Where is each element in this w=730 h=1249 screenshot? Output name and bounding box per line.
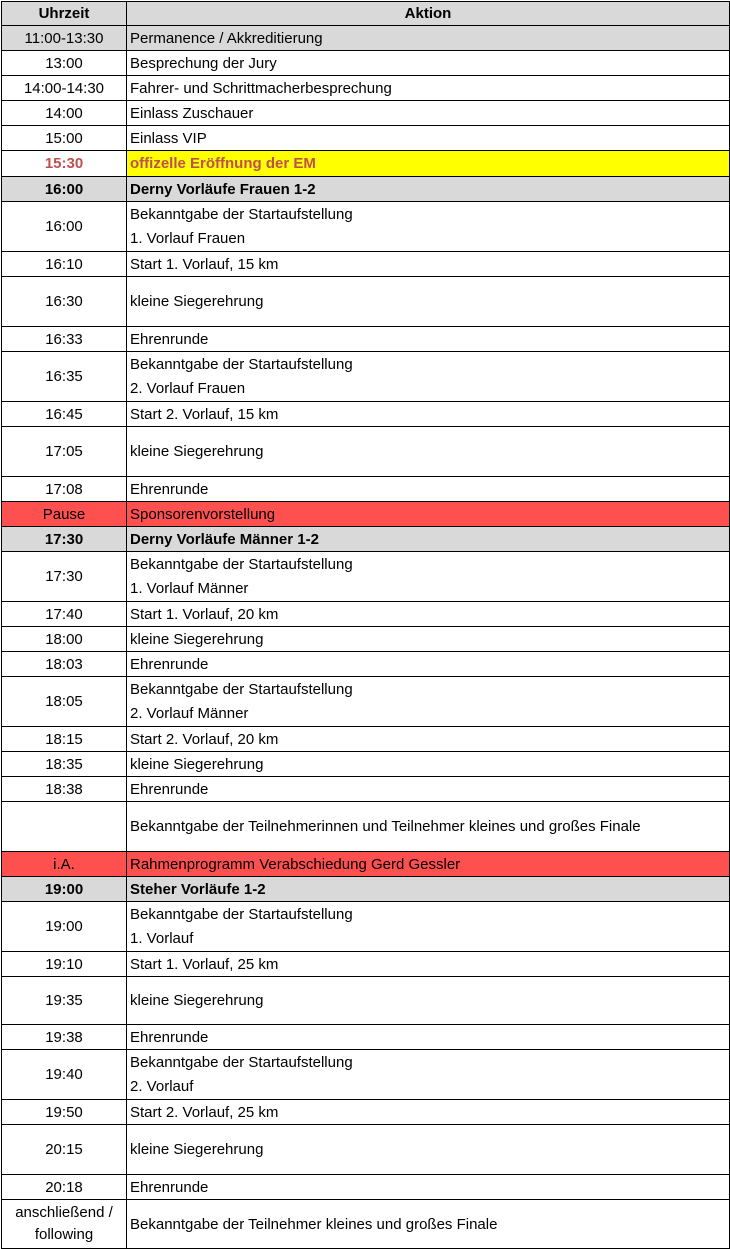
action-line: Start 2. Vorlauf, 25 km bbox=[130, 1103, 279, 1121]
schedule-row bbox=[2, 652, 730, 677]
action-line: Derny Vorläufe Frauen 1-2 bbox=[130, 180, 316, 198]
action-line: Ehrenrunde bbox=[130, 1178, 209, 1196]
schedule-row bbox=[2, 877, 730, 902]
action-line: kleine Siegerehrung bbox=[130, 755, 264, 773]
row-action bbox=[127, 151, 730, 177]
row-time: 18:03 bbox=[2, 652, 127, 677]
action-line: Ehrenrunde bbox=[130, 780, 209, 798]
row-action bbox=[127, 26, 730, 51]
action-line: Start 1. Vorlauf, 15 km bbox=[130, 255, 279, 273]
row-action bbox=[127, 202, 730, 252]
action-line: 2. Vorlauf Frauen bbox=[130, 379, 246, 397]
schedule-row bbox=[2, 627, 730, 652]
schedule-row bbox=[2, 1125, 730, 1175]
row-time: 19:35 bbox=[2, 977, 127, 1025]
schedule-table bbox=[1, 1, 730, 1249]
schedule-row bbox=[2, 727, 730, 752]
schedule-row bbox=[2, 477, 730, 502]
schedule-row bbox=[2, 126, 730, 151]
row-time: 16:30 bbox=[2, 277, 127, 327]
schedule-row bbox=[2, 777, 730, 802]
row-time: 19:38 bbox=[2, 1025, 127, 1050]
schedule-body bbox=[2, 26, 730, 1249]
action-line: Fahrer- und Schrittmacherbesprechung bbox=[130, 79, 392, 97]
row-time: 19:40 bbox=[2, 1050, 127, 1100]
row-time: 18:00 bbox=[2, 627, 127, 652]
row-time: 17:08 bbox=[2, 477, 127, 502]
row-action bbox=[127, 1200, 730, 1249]
action-line: Bekanntgabe der Startaufstellung bbox=[130, 555, 353, 573]
row-time: 14:00 bbox=[2, 101, 127, 126]
schedule-row bbox=[2, 101, 730, 126]
row-time: 15:00 bbox=[2, 126, 127, 151]
row-time: 16:35 bbox=[2, 352, 127, 402]
row-time: Pause bbox=[2, 502, 127, 527]
row-action bbox=[127, 627, 730, 652]
schedule-row bbox=[2, 1175, 730, 1200]
header-row bbox=[2, 2, 730, 26]
action-line: Ehrenrunde bbox=[130, 1028, 209, 1046]
row-action bbox=[127, 652, 730, 677]
row-action bbox=[127, 277, 730, 327]
action-line: 1. Vorlauf bbox=[130, 929, 194, 947]
row-action bbox=[127, 1125, 730, 1175]
action-line: Start 1. Vorlauf, 25 km bbox=[130, 955, 279, 973]
row-time: 13:00 bbox=[2, 51, 127, 76]
row-action bbox=[127, 852, 730, 877]
row-action bbox=[127, 902, 730, 952]
row-action bbox=[127, 51, 730, 76]
row-time: 17:30 bbox=[2, 527, 127, 552]
schedule-row bbox=[2, 552, 730, 602]
row-time: 17:30 bbox=[2, 552, 127, 602]
row-time: 19:10 bbox=[2, 952, 127, 977]
action-line: 1. Vorlauf Frauen bbox=[130, 229, 246, 247]
row-action bbox=[127, 877, 730, 902]
action-line: kleine Siegerehrung bbox=[130, 630, 264, 648]
action-line: Ehrenrunde bbox=[130, 480, 209, 498]
row-time: 16:33 bbox=[2, 327, 127, 352]
row-time: 19:00 bbox=[2, 877, 127, 902]
schedule-row bbox=[2, 527, 730, 552]
schedule-row bbox=[2, 427, 730, 477]
row-action bbox=[127, 402, 730, 427]
schedule-row bbox=[2, 327, 730, 352]
action-line: 1. Vorlauf Männer bbox=[130, 579, 249, 597]
row-action bbox=[127, 977, 730, 1025]
schedule-row bbox=[2, 752, 730, 777]
row-time: 20:15 bbox=[2, 1125, 127, 1175]
action-line: Start 2. Vorlauf, 20 km bbox=[130, 730, 279, 748]
action-line: Bekanntgabe der Teilnehmerinnen und Teilnehmer kleines und großes Finale bbox=[130, 818, 641, 835]
schedule-row bbox=[2, 902, 730, 952]
schedule-row bbox=[2, 51, 730, 76]
row-action bbox=[127, 477, 730, 502]
row-action bbox=[127, 952, 730, 977]
action-line: Bekanntgabe der Startaufstellung bbox=[130, 355, 353, 373]
row-action bbox=[127, 1050, 730, 1100]
action-line: Permanence / Akkreditierung bbox=[130, 29, 323, 47]
action-line: kleine Siegerehrung bbox=[130, 293, 264, 310]
schedule-row bbox=[2, 277, 730, 327]
row-action bbox=[127, 727, 730, 752]
row-time: 18:15 bbox=[2, 727, 127, 752]
schedule-row bbox=[2, 76, 730, 101]
header-time: Uhrzeit bbox=[2, 2, 127, 26]
row-action bbox=[127, 677, 730, 727]
action-line: Steher Vorläufe 1-2 bbox=[130, 880, 266, 898]
schedule-row bbox=[2, 852, 730, 877]
action-line: Derny Vorläufe Männer 1-2 bbox=[130, 530, 319, 548]
row-time: 11:00-13:30 bbox=[2, 26, 127, 51]
row-action bbox=[127, 1175, 730, 1200]
row-action bbox=[127, 502, 730, 527]
row-action bbox=[127, 802, 730, 852]
row-time: 20:18 bbox=[2, 1175, 127, 1200]
action-line: Besprechung der Jury bbox=[130, 54, 277, 72]
row-time: 17:05 bbox=[2, 427, 127, 477]
row-action bbox=[127, 527, 730, 552]
row-time: 16:45 bbox=[2, 402, 127, 427]
action-line: Bekanntgabe der Teilnehmer kleines und großes Finale bbox=[130, 1215, 498, 1233]
row-time: 15:30 bbox=[2, 151, 127, 177]
row-action bbox=[127, 1025, 730, 1050]
action-line: 2. Vorlauf bbox=[130, 1077, 194, 1095]
schedule-row bbox=[2, 1025, 730, 1050]
schedule-row bbox=[2, 502, 730, 527]
schedule-row bbox=[2, 1050, 730, 1100]
header-action: Aktion bbox=[127, 2, 730, 26]
action-line: Ehrenrunde bbox=[130, 655, 209, 673]
row-action bbox=[127, 126, 730, 151]
action-line: Bekanntgabe der Startaufstellung bbox=[130, 205, 353, 223]
row-time: anschließend / following bbox=[2, 1200, 127, 1249]
schedule-row bbox=[2, 202, 730, 252]
action-line: 2. Vorlauf Männer bbox=[130, 704, 249, 722]
action-line: Einlass Zuschauer bbox=[130, 104, 254, 122]
action-line: Sponsorenvorstellung bbox=[130, 505, 276, 523]
row-action bbox=[127, 327, 730, 352]
row-action bbox=[127, 752, 730, 777]
schedule-row bbox=[2, 151, 730, 177]
action-line: Einlass VIP bbox=[130, 129, 207, 147]
schedule-row bbox=[2, 402, 730, 427]
action-line: kleine Siegerehrung bbox=[130, 992, 264, 1009]
action-line: Ehrenrunde bbox=[130, 330, 209, 348]
schedule-row bbox=[2, 602, 730, 627]
row-action bbox=[127, 602, 730, 627]
schedule-row bbox=[2, 252, 730, 277]
row-action bbox=[127, 1100, 730, 1125]
row-time: 19:50 bbox=[2, 1100, 127, 1125]
schedule-row bbox=[2, 352, 730, 402]
action-line: Start 2. Vorlauf, 15 km bbox=[130, 405, 279, 423]
row-time: 14:00-14:30 bbox=[2, 76, 127, 101]
action-line: kleine Siegerehrung bbox=[130, 1141, 264, 1158]
row-time: i.A. bbox=[2, 852, 127, 877]
row-action bbox=[127, 101, 730, 126]
action-line: offizelle Eröffnung der EM bbox=[130, 155, 316, 172]
action-line: Start 1. Vorlauf, 20 km bbox=[130, 605, 279, 623]
row-time: 17:40 bbox=[2, 602, 127, 627]
row-action bbox=[127, 552, 730, 602]
action-line: Bekanntgabe der Startaufstellung bbox=[130, 1053, 353, 1071]
schedule-row bbox=[2, 1100, 730, 1125]
schedule-row bbox=[2, 952, 730, 977]
row-action bbox=[127, 352, 730, 402]
row-time: 19:00 bbox=[2, 902, 127, 952]
row-time: 18:35 bbox=[2, 752, 127, 777]
schedule-row bbox=[2, 177, 730, 202]
schedule-row bbox=[2, 677, 730, 727]
row-time bbox=[2, 802, 127, 852]
row-time: 16:00 bbox=[2, 202, 127, 252]
row-time: 16:00 bbox=[2, 177, 127, 202]
action-line: kleine Siegerehrung bbox=[130, 443, 264, 460]
schedule-row bbox=[2, 26, 730, 51]
action-line: Bekanntgabe der Startaufstellung bbox=[130, 905, 353, 923]
row-action bbox=[127, 252, 730, 277]
row-time: 18:38 bbox=[2, 777, 127, 802]
row-action bbox=[127, 427, 730, 477]
action-line: Rahmenprogramm Verabschiedung Gerd Gessler bbox=[130, 855, 461, 873]
row-action bbox=[127, 777, 730, 802]
schedule-row bbox=[2, 1200, 730, 1249]
action-line: Bekanntgabe der Startaufstellung bbox=[130, 680, 353, 698]
row-time: 18:05 bbox=[2, 677, 127, 727]
row-time: 16:10 bbox=[2, 252, 127, 277]
schedule-row bbox=[2, 802, 730, 852]
schedule-row bbox=[2, 977, 730, 1025]
row-action bbox=[127, 76, 730, 101]
row-action bbox=[127, 177, 730, 202]
